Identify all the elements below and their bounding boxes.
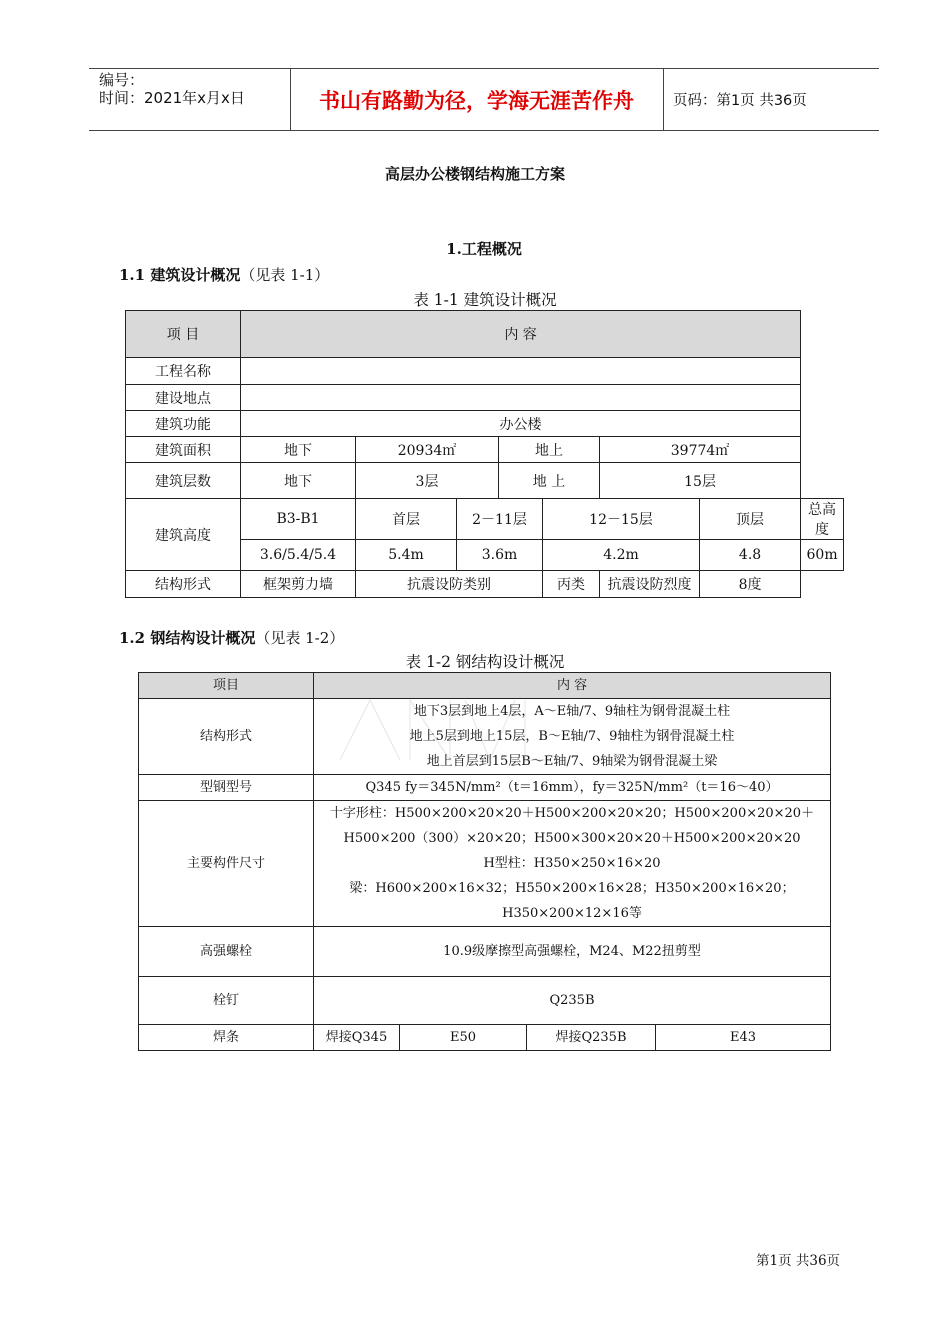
table-cell: 39774㎡ — [600, 437, 801, 463]
row-label: 建筑高度 — [126, 499, 241, 571]
section-title: 1.工程概况 — [446, 240, 522, 258]
row-label: 主要构件尺寸 — [139, 801, 314, 927]
table-cell: 4.8 — [700, 540, 801, 571]
table-cell: 5.4m — [356, 540, 457, 571]
row-label: 型钢型号 — [139, 775, 314, 801]
table-cell: Q345 fy＝345N/mm²（t＝16mm），fy＝325N/mm²（t＝16～40） — [314, 775, 831, 801]
table-header-cell: 项 目 — [126, 311, 241, 358]
row-label: 焊条 — [139, 1025, 314, 1051]
subsection-1-2-note: （见表 1-2） — [255, 629, 345, 647]
table-cell: 地下 — [241, 437, 356, 463]
watermark-stroke — [410, 700, 450, 760]
header-divider — [663, 69, 664, 130]
subsection-1-2 — [119, 627, 344, 648]
table-header-cell: 内 容 — [241, 311, 801, 358]
table-header-cell: 项目 — [139, 673, 314, 699]
text-line: H500×200（300）×20×20；H500×300×20×20＋H500×200×20×20 — [343, 831, 801, 846]
table-cell: B3-B1 — [241, 499, 356, 540]
table2-caption: 表 1-2 钢结构设计概况 — [405, 653, 565, 671]
table-cell: 15层 — [600, 463, 801, 499]
table-cell: 焊接Q345 — [314, 1025, 400, 1051]
header-motto: 书山有路勤为径，学海无涯苦作舟 — [319, 89, 634, 113]
text-line: 地上首层到15层B～E轴/7、9轴梁为钢骨混凝土梁 — [426, 754, 718, 769]
row-label: 建筑面积 — [126, 437, 241, 463]
watermark-stroke — [340, 700, 400, 760]
table-cell: 3.6m — [457, 540, 543, 571]
table-header-cell: 内 容 — [314, 673, 831, 699]
table-cell: 60m — [801, 540, 844, 571]
text-line: H350×200×12×16等 — [502, 906, 642, 921]
watermark-stroke — [525, 700, 545, 760]
row-label: 建筑功能 — [126, 411, 241, 437]
text-line: H型柱：H350×250×16×20 — [483, 856, 661, 871]
table-cell: 抗震设防烈度 — [600, 571, 700, 598]
page-header — [89, 68, 879, 131]
row-label: 结构形式 — [126, 571, 241, 598]
subsection-1-1-note: （见表 1-1） — [240, 266, 330, 284]
header-meta — [99, 71, 245, 107]
table-cell — [314, 801, 831, 927]
table-cell: 框架剪力墙 — [241, 571, 356, 598]
row-label: 建筑层数 — [126, 463, 241, 499]
time-label: 时间：2021年x月x日 — [99, 89, 245, 107]
table-cell: 抗震设防类别 — [356, 571, 543, 598]
watermark-graphic — [330, 690, 550, 770]
row-label: 高强螺栓 — [139, 927, 314, 977]
text-line: 梁：H600×200×16×32；H550×200×16×28；H350×200×16×20； — [349, 881, 795, 896]
table-cell: 3.6/5.4/5.4 — [241, 540, 356, 571]
table-cell: 首层 — [356, 499, 457, 540]
subsection-1-2-title: 1.2 钢结构设计概况 — [119, 629, 256, 647]
table-cell: 12－15层 — [543, 499, 700, 540]
table-cell: 2－11层 — [457, 499, 543, 540]
subsection-1-1-title: 1.1 建筑设计概况 — [119, 266, 241, 284]
header-page-number: 页码：第1页 共36页 — [673, 93, 807, 109]
row-label: 工程名称 — [126, 358, 241, 385]
architecture-design-table — [125, 310, 844, 598]
table1-caption: 表 1-1 建筑设计概况 — [413, 291, 557, 309]
table-cell: 丙类 — [543, 571, 600, 598]
table-cell: 总高度 — [801, 499, 844, 540]
text-line: 十字形柱：H500×200×20×20＋H500×200×20×20；H500×200×20×20＋ — [329, 806, 815, 821]
table-cell: 10.9级摩擦型高强螺栓，M24、M22扭剪型 — [314, 927, 831, 977]
table-cell — [241, 385, 801, 411]
table-cell: 地上 — [499, 437, 600, 463]
table-cell: 办公楼 — [241, 411, 801, 437]
document-title: 高层办公楼钢结构施工方案 — [384, 165, 565, 183]
table-cell: Q235B — [314, 977, 831, 1025]
table-cell: 8度 — [700, 571, 801, 598]
table-cell: E43 — [656, 1025, 831, 1051]
table-cell: 地 上 — [499, 463, 600, 499]
row-label: 建设地点 — [126, 385, 241, 411]
row-label: 结构形式 — [139, 699, 314, 775]
code-label: 编号： — [99, 71, 145, 89]
text-line: 地上5层到地上15层，B～E轴/7、9轴柱为钢骨混凝土柱 — [409, 729, 735, 744]
table-cell — [241, 358, 801, 385]
table-cell: 顶层 — [700, 499, 801, 540]
table-cell: 3层 — [356, 463, 499, 499]
subsection-1-1 — [119, 264, 329, 285]
text-line: 地下3层到地上4层，A～E轴/7、9轴柱为钢骨混凝土柱 — [413, 704, 731, 719]
watermark-stroke — [465, 700, 515, 760]
table-cell: E50 — [400, 1025, 527, 1051]
row-label: 栓钉 — [139, 977, 314, 1025]
page-footer: 第1页 共36页 — [756, 1253, 841, 1269]
table-cell: 20934㎡ — [356, 437, 499, 463]
table-cell: 地下 — [241, 463, 356, 499]
table-cell: 焊接Q235B — [527, 1025, 656, 1051]
table-cell: 4.2m — [543, 540, 700, 571]
